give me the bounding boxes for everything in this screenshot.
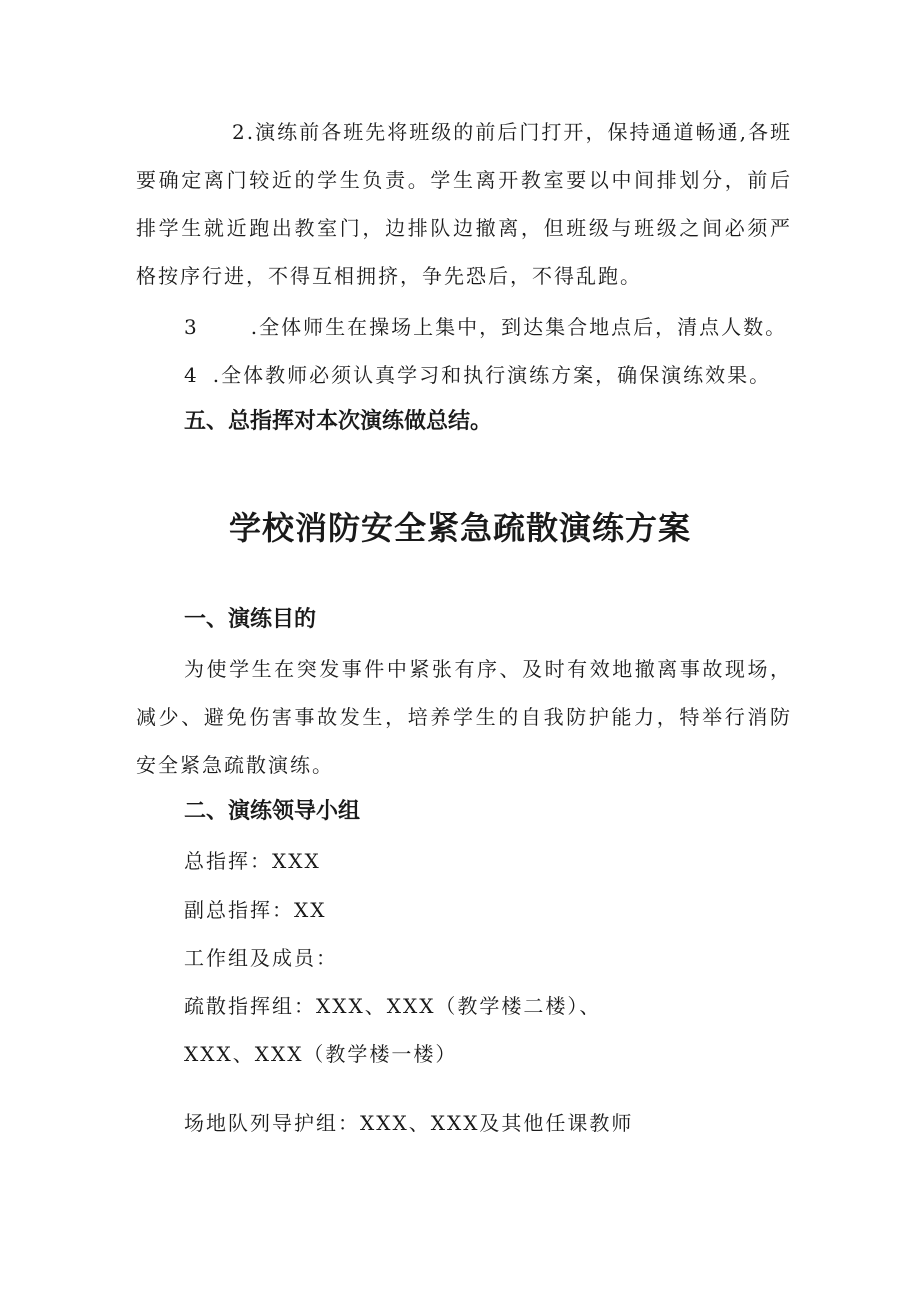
evacuation-group-line-1: 疏散指挥组：XXX、XXX（教学楼二楼）、 bbox=[184, 994, 602, 1018]
item-3-number: 3 bbox=[184, 315, 199, 339]
item-2-number: 2 bbox=[232, 120, 247, 144]
commander-line: 总指挥：XXX bbox=[184, 849, 321, 873]
section-1-heading: 一、演练目的 bbox=[184, 607, 317, 632]
section-5-heading: 五、总指挥对本次演练做总结。 bbox=[184, 409, 493, 434]
item-3-line bbox=[184, 312, 787, 342]
item-4-text: .全体教师必须认真学习和执行演练方案，确保演练效果。 bbox=[212, 363, 772, 387]
item-3-text: .全体师生在操场上集中，到达集合地点后，清点人数。 bbox=[250, 315, 788, 339]
section-1-body: 为使学生在突发事件中紧张有序、及时有效地撤离事故现场，减少、避免伤害事故发生，培养学生的自我防护能力，特举行消防安全紧急疏散演练。 bbox=[136, 657, 792, 777]
workgroup-line: 工作组及成员： bbox=[184, 946, 338, 970]
item-2-paragraph bbox=[136, 108, 792, 300]
item-4-line bbox=[184, 360, 771, 390]
guard-group-line: 场地队列导护组：XXX、XXX及其他任课教师 bbox=[184, 1111, 634, 1135]
evacuation-group-line-2: XXX、XXX（教学楼一楼） bbox=[184, 1042, 458, 1066]
document-title: 学校消防安全紧急疏散演练方案 bbox=[228, 509, 691, 547]
section-2-heading: 二、演练领导小组 bbox=[184, 799, 361, 824]
deputy-commander-line: 副总指挥：XX bbox=[184, 898, 327, 922]
item-4-number: 4 bbox=[184, 363, 199, 387]
item-2-text: .演练前各班先将班级的前后门打开，保持通道畅通,各班要确定离门较近的学生负责。学生离开教室要以中间排划分，前后排学生就近跑出教室门，边排队边撤离，但班级与班级之间必须严格按序行进，不得互相拥挤，争先恐后，不得乱跑。 bbox=[136, 120, 792, 288]
